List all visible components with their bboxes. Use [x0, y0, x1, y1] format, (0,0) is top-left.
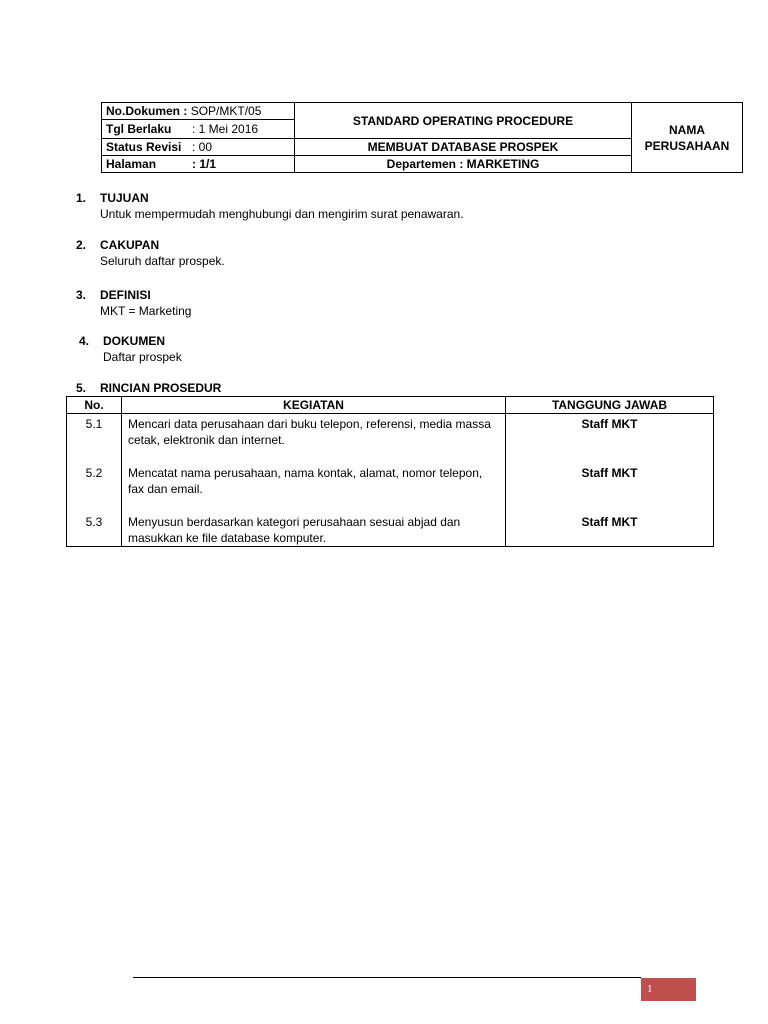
page-number: 1	[647, 983, 653, 995]
section-body: Untuk mempermudah menghubungi dan mengirim surat penawaran.	[100, 207, 464, 221]
section-body: Daftar prospek	[103, 350, 182, 364]
doc-number-value: SOP/MKT/05	[190, 104, 262, 118]
step-responsible: Staff MKT	[506, 414, 714, 464]
page-number-badge	[641, 978, 696, 1001]
doc-number-cell	[102, 103, 295, 120]
section-number: 5.	[76, 381, 87, 395]
effective-date-cell	[102, 120, 295, 139]
doc-number-label: No.Dokumen :	[106, 104, 188, 118]
table-row	[67, 414, 714, 464]
section-definisi	[76, 287, 191, 319]
section-title: CAKUPAN	[100, 238, 160, 252]
section-rincian-prosedur	[76, 380, 221, 396]
section-number: 2.	[76, 238, 87, 252]
step-number: 5.1	[67, 414, 122, 464]
section-title: DEFINISI	[100, 288, 151, 302]
table-row	[67, 463, 714, 512]
section-number: 1.	[76, 191, 87, 205]
column-header-activity: KEGIATAN	[122, 397, 506, 414]
table-header-row	[67, 397, 714, 414]
effective-date-label: Tgl Berlaku	[106, 122, 172, 136]
section-number: 4.	[79, 334, 90, 348]
table-row	[67, 512, 714, 547]
step-activity: Menyusun berdasarkan kategori perusahaan sesuai abjad dan masukkan ke file database komputer.	[122, 512, 506, 547]
section-title: TUJUAN	[100, 191, 149, 205]
section-title: DOKUMEN	[103, 334, 165, 348]
company-name-line1: NAMA	[669, 122, 705, 137]
column-header-responsible: TANGGUNG JAWAB	[506, 397, 714, 414]
company-name-line2: PERUSAHAAN	[644, 138, 730, 153]
step-number: 5.2	[67, 463, 122, 512]
section-dokumen	[79, 333, 182, 365]
department-label: Departemen : MARKETING	[295, 156, 632, 173]
effective-date-value: : 1 Mei 2016	[192, 122, 259, 136]
company-name-cell	[632, 103, 743, 173]
section-cakupan	[76, 237, 225, 269]
section-tujuan	[76, 190, 464, 222]
step-activity: Mencatat nama perusahaan, nama kontak, alamat, nomor telepon, fax dan email.	[122, 463, 506, 512]
footer-divider	[133, 977, 641, 978]
sop-header-table	[101, 102, 743, 173]
sop-title: STANDARD OPERATING PROCEDURE	[295, 103, 632, 139]
section-body: Seluruh daftar prospek.	[100, 254, 225, 268]
step-activity: Mencari data perusahaan dari buku telepon, referensi, media massa cetak, elektronik dan internet.	[122, 414, 506, 464]
sop-subtitle: MEMBUAT DATABASE PROSPEK	[295, 139, 632, 156]
revision-status-label: Status Revisi	[106, 140, 182, 154]
page-info-value: : 1/1	[192, 157, 217, 171]
step-responsible: Staff MKT	[506, 512, 714, 547]
section-number: 3.	[76, 288, 87, 302]
section-title: RINCIAN PROSEDUR	[100, 381, 222, 395]
page-info-cell	[102, 156, 295, 173]
step-responsible: Staff MKT	[506, 463, 714, 512]
column-header-no: No.	[67, 397, 122, 414]
page-info-label: Halaman	[106, 157, 157, 171]
revision-status-value: : 00	[192, 140, 213, 154]
procedure-table	[66, 396, 714, 547]
revision-status-cell	[102, 139, 295, 156]
step-number: 5.3	[67, 512, 122, 547]
section-body: MKT = Marketing	[100, 304, 192, 318]
